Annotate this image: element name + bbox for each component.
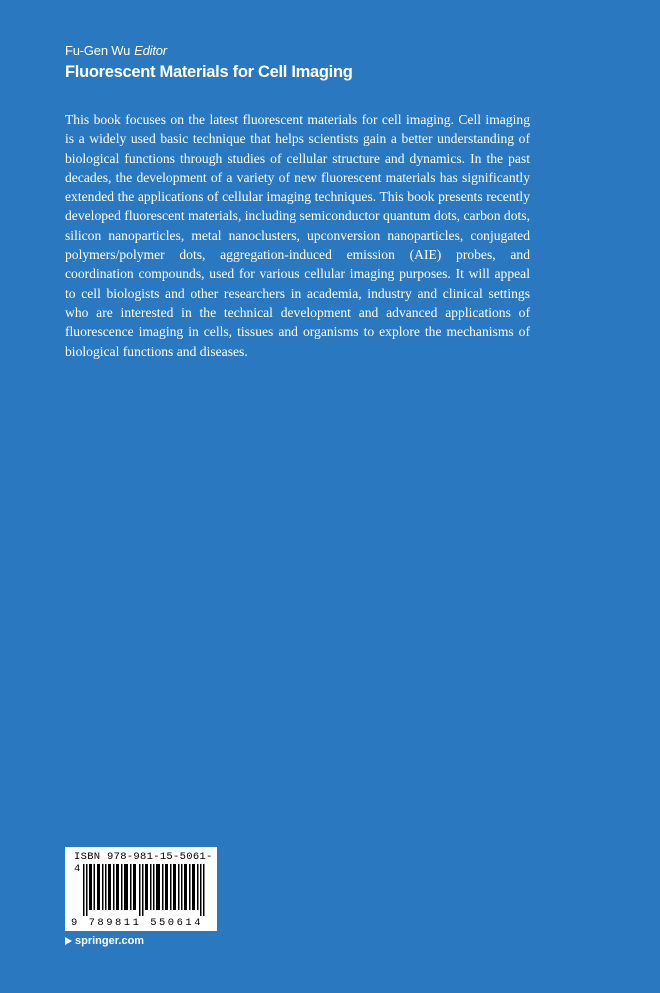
editor-name: Fu-Gen Wu xyxy=(65,43,131,58)
editor-role: Editor xyxy=(134,43,167,58)
barcode-digits: 9 789811 550614 xyxy=(71,917,204,929)
triangle-right-icon xyxy=(65,937,72,945)
publisher-link[interactable] xyxy=(65,935,144,947)
publisher-url: springer.com xyxy=(75,935,145,947)
barcode-bars xyxy=(83,864,205,916)
book-title: Fluorescent Materials for Cell Imaging xyxy=(65,63,353,81)
book-description: This book focuses on the latest fluorescent materials for cell imaging. Cell imaging is a widely used basic technique that helps scientists gain a better understanding of biological functions through studies of cellular structure and dynamics. In the past decades, the development of a variety of new fluorescent materials has significantly extended the applications of cellular imaging techniques. This book presents recently developed fluorescent materials, including semiconductor quantum dots, carbon dots, silicon nanoparticles, metal nanoclusters, upconversion nanoparticles, conjugated polymers/polymer dots, aggregation-induced emission (AIE) probes, and coordination compounds, used for various cellular imaging purposes. It will appeal to cell biologists and other researchers in academia, industry and clinical settings who are interested in the technical development and advanced applications of fluorescence imaging in cells, tissues and organisms to explore the mechanisms of biological functions and diseases. xyxy=(65,112,530,359)
isbn-label: ISBN 978-981-15-5061-4 xyxy=(74,851,213,875)
editor-line xyxy=(65,43,167,58)
isbn-barcode xyxy=(65,847,217,931)
